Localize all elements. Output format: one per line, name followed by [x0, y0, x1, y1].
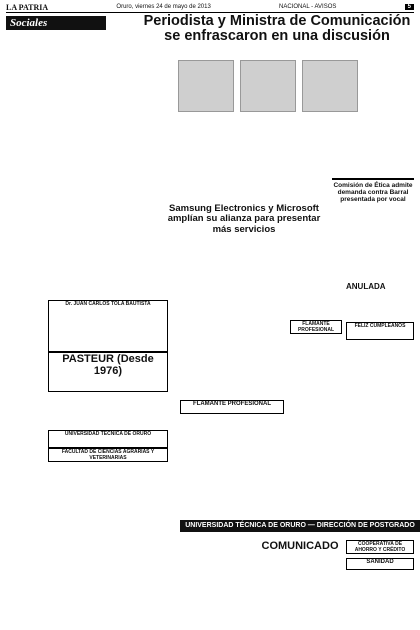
main-headline [140, 14, 414, 44]
samsung-headline: Samsung Electronics y Microsoft amplían su alianza para presentar más servicios [167, 203, 321, 235]
ad-doctor-title: Dr. JUAN CARLOS TOLA BAUTISTA [65, 301, 151, 307]
ad-pasteur [48, 352, 168, 392]
ad-sanidad-title: SANIDAD [366, 559, 394, 565]
ad-flamante-1-title: FLAMANTE PROFESIONAL [193, 401, 271, 407]
ad-flamante-2 [290, 320, 342, 334]
sociales-banner: Sociales [6, 16, 106, 30]
ad-sanidad [346, 558, 414, 570]
ad-faculty-title: FACULTAD DE CIENCIAS AGRARIAS Y VETERINARIAS [61, 449, 155, 461]
ad-cumpleanos [346, 322, 414, 340]
headline-line-2: se enfrascaron en una discusión [164, 28, 390, 45]
ad-comunicado-header [180, 520, 420, 532]
ad-flamante-1 [180, 400, 284, 414]
ad-university-title: UNIVERSIDAD TÉCNICA DE ORURO [64, 431, 152, 437]
anulada-label: ANULADA [346, 282, 386, 291]
ad-university [48, 430, 168, 448]
comision-headline: Comisión de Ética admite demanda contra Barral presentada por vocal [332, 178, 414, 203]
photo-right [302, 60, 358, 112]
ad-pasteur-title: PASTEUR (Desde 1976) [62, 353, 154, 377]
headline-line-1: Periodista y Ministra de Comunicación [143, 13, 411, 29]
photo-mid [240, 60, 296, 112]
ad-flamante-2-title: FLAMANTE PROFESIONAL [297, 321, 335, 333]
ad-comunicado-header-text: UNIVERSIDAD TÉCNICA DE ORURO — DIRECCIÓN DE POSTGRADO [185, 522, 415, 529]
ad-cooperativa-title: COOPERATIVA DE AHORRO Y CRÉDITO [354, 541, 406, 553]
masthead-date: Oruro, viernes 24 de mayo de 2013 [116, 4, 211, 10]
ad-faculty [48, 448, 168, 462]
masthead [6, 2, 414, 13]
ad-cumpleanos-title: FELIZ CUMPLEAÑOS [354, 323, 406, 329]
page-number: 5 [405, 4, 414, 10]
ad-comunicado-title: COMUNICADO [261, 540, 339, 552]
ad-doctor [48, 300, 168, 352]
photo-left [178, 60, 234, 112]
masthead-brand: LA PATRIA [6, 2, 49, 12]
masthead-section: NACIONAL - AVISOS [279, 4, 337, 10]
ad-cooperativa [346, 540, 414, 554]
